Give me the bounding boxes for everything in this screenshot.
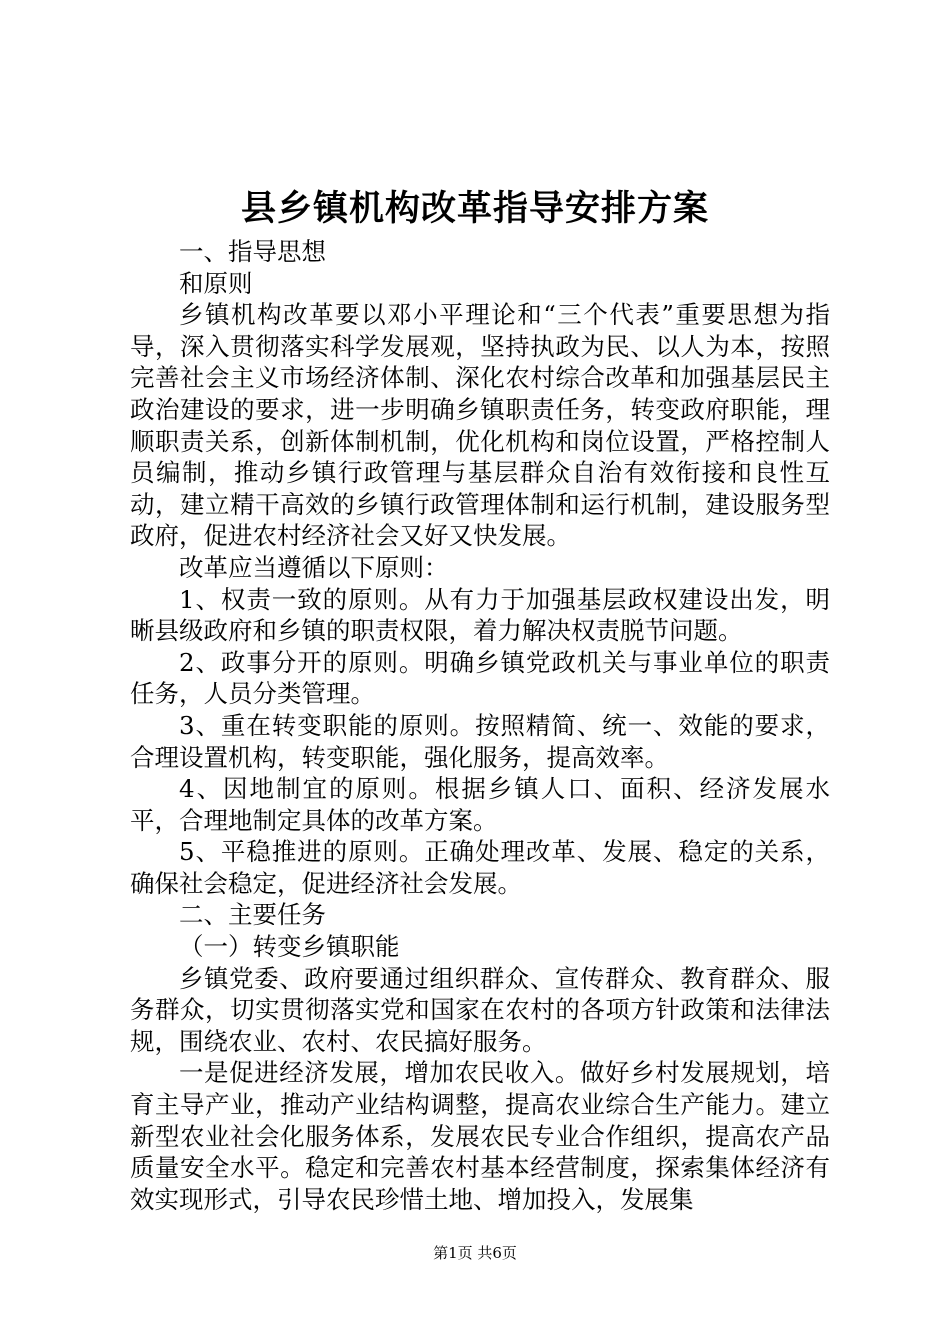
subsection-heading: （一）转变乡镇职能: [179, 932, 400, 962]
principle-item-3: 3、重在转变职能的原则。按照精简、统一、效能的要求，合理设置机构，转变职能，强化服务，提高效率。: [130, 710, 830, 772]
document-body: [130, 236, 830, 1215]
principle-item-1: 1、权责一致的原则。从有力于加强基层政权建设出发，明晰县级政府和乡镇的职责权限，着力解决权责脱节问题。: [130, 584, 830, 646]
body-paragraph: 一是促进经济发展，增加农民收入。做好乡村发展规划，培育主导产业，推动产业结构调整，提高农业综合生产能力。建立新型农业社会化服务体系，发展农民专业合作组织，提高农产品质量安全水平。稳定和完善农村基本经营制度，探索集体经济有效实现形式，引导农民珍惜土地、增加投入，发展集: [130, 1058, 830, 1214]
principle-item-4: 4、因地制宜的原则。根据乡镇人口、面积、经济发展水平，合理地制定具体的改革方案。: [130, 774, 830, 835]
section-heading-2: 二、主要任务: [179, 900, 326, 930]
section-heading-1-continued: 和原则: [179, 268, 253, 298]
body-paragraph: 乡镇党委、政府要通过组织群众、宣传群众、教育群众、服务群众，切实贯彻落实党和国家在农村的各项方针政策和法律法规，围绕农业、农村、农民搞好服务。: [130, 963, 830, 1056]
section-heading-1: 一、指导思想: [179, 237, 326, 266]
body-paragraph: 改革应当遵循以下原则：: [179, 552, 449, 582]
document-title: 县乡镇机构改革指导安排方案: [240, 188, 709, 229]
page-footer: 第1页 共6页: [433, 1244, 517, 1262]
principle-item-5: 5、平稳推进的原则。正确处理改革、发展、稳定的关系，确保社会稳定，促进经济社会发展。: [130, 837, 830, 898]
body-paragraph: 乡镇机构改革要以邓小平理论和“三个代表”重要思想为指导，深入贯彻落实科学发展观，坚持执政为民、以人为本，按照完善社会主义市场经济体制、深化农村综合改革和加强基层民主政治建设的要求，进一步明确乡镇职责任务，转变政府职能，理顺职责关系，创新体制机制，优化机构和岗位设置，严格控制人员编制，推动乡镇行政管理与基层群众自治有效衔接和良性互动，建立精干高效的乡镇行政管理体制和运行机制，建设服务型政府，促进农村经济社会又好又快发展。: [130, 300, 830, 551]
principle-item-2: 2、政事分开的原则。明确乡镇党政机关与事业单位的职责任务，人员分类管理。: [130, 647, 830, 709]
